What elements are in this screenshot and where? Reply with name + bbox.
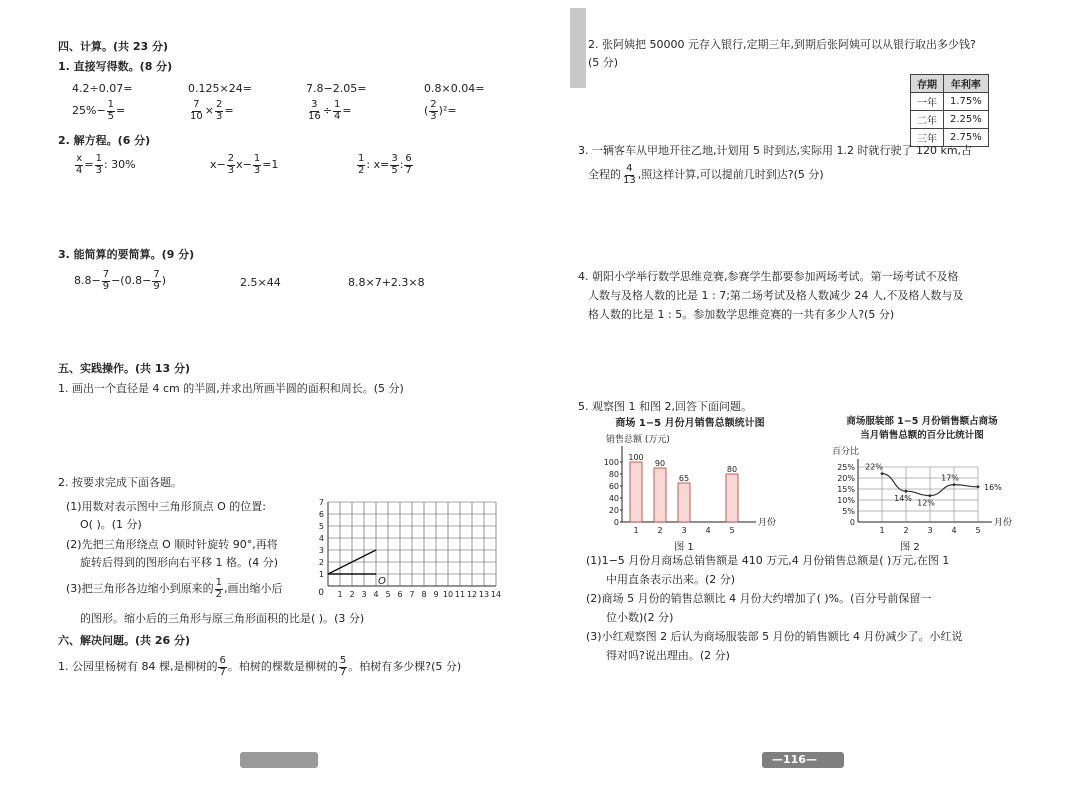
grid-y-tick: 2 xyxy=(318,558,324,567)
grid-x-tick: 1 xyxy=(337,590,343,599)
chart1-y-tick: 20 xyxy=(608,506,619,515)
calc-1: 4.2÷0.07= xyxy=(72,82,133,95)
chart2-x-tick: 4 xyxy=(951,526,957,535)
grid-y-tick: 6 xyxy=(318,510,324,519)
calc-6: $\frac{7}{10}$ × $\frac{2}{3}$ = xyxy=(190,99,234,122)
grid-x-tick: 10 xyxy=(442,590,454,599)
chart2-y-tick: 25% xyxy=(837,463,855,472)
page-number: —116— xyxy=(772,753,817,766)
chart2-caption: 图 2 xyxy=(900,542,920,553)
calc-4: 0.8×0.04= xyxy=(424,82,485,95)
chart1-data-label: 80 xyxy=(726,465,738,474)
grid-origin-label: 0 xyxy=(318,588,324,598)
chart1-x-tick: 2 xyxy=(657,526,663,535)
chart1-data-label: 65 xyxy=(678,474,690,483)
left-footer-smudge xyxy=(240,752,318,768)
chart2-x-tick: 2 xyxy=(903,526,909,535)
chart2-data-label: 22% xyxy=(865,462,883,472)
grid-y-tick: 5 xyxy=(318,522,324,531)
chart2-point xyxy=(881,472,884,475)
calc-8: ( $\frac{2}{3}$ )²= xyxy=(424,99,457,122)
chart2-data-label: 14% xyxy=(894,494,912,504)
grid-x-tick: 3 xyxy=(361,590,367,599)
chart2-y-tick: 10% xyxy=(837,496,855,505)
calc-3: 7.8−2.05= xyxy=(306,82,367,95)
table-header-rate: 年利率 xyxy=(944,75,989,93)
chart1-caption: 图 1 xyxy=(674,542,694,553)
practice-q2-p3b: 的图形。缩小后的三角形与原三角形面积的比是( )。(3 分) xyxy=(80,612,365,625)
problem-5-label: 5. 观察图 1 和图 2,回答下面问题。 xyxy=(578,400,752,413)
solve-q1: 1. 公园里杨树有 84 棵,是柳树的 $\frac{6}{7}$ 。柏树的棵数是柳树的 $\frac{5}{7}$ 。柏树有多少棵?(5 分) xyxy=(58,655,462,678)
grid-x-tick: 2 xyxy=(349,590,355,599)
chart2-x-tick: 3 xyxy=(927,526,933,535)
problem-3-line2: 全程的 $\frac{4}{13}$ ,照这样计算,可以提前几时到达?(5 分) xyxy=(588,163,824,186)
practice-q2-p2a: (2)先把三角形绕点 O 顺时针旋转 90°,再将 xyxy=(66,538,278,551)
chart2-ylabel: 百分比 xyxy=(832,447,860,457)
problem-4-line1: 4. 朝阳小学举行数学思维竞赛,参赛学生都要参加两场考试。第一场考试不及格 xyxy=(578,270,959,283)
equation-3: $\frac{1}{2}$ : x= $\frac{3}{5}$ : $\frac{6}{7}$ xyxy=(358,153,412,176)
q5-sub3b: 得对吗?说出理由。(2 分) xyxy=(606,649,730,662)
grid-x-tick: 7 xyxy=(409,590,415,599)
practice-q2-p3a: (3)把三角形各边缩小到原来的 $\frac{1}{2}$ ,画出缩小后 xyxy=(66,577,283,600)
grid-y-tick: 7 xyxy=(318,498,324,507)
chart2-title-line2: 当月销售总额的百分比统计图 xyxy=(860,430,984,441)
equation-1: $\frac{x}{4}$ = $\frac{1}{3}$ : 30% xyxy=(76,153,136,176)
problem-2-line2: (5 分) xyxy=(588,56,619,69)
chart2-x-tick: 5 xyxy=(975,526,981,535)
chart1-bar xyxy=(654,468,666,522)
q5-sub1: (1)1−5 月份月商场总销售额是 410 万元,4 月份销售总额是( )万元,在图 1 xyxy=(586,554,950,567)
problem-4-line3: 格人数的比是 1 : 5。参加数学思维竞赛的一共有多少人?(5 分) xyxy=(588,308,895,321)
calc-2: 0.125×24= xyxy=(188,82,252,95)
chart1-bar xyxy=(678,483,690,522)
q5-sub3: (3)小红观察图 2 后认为商场服装部 5 月份的销售额比 4 月份减少了。小红说 xyxy=(586,630,963,643)
table-row: 二年 2.25% xyxy=(911,111,989,129)
q5-sub2b: 位小数)(2 分) xyxy=(606,611,674,624)
table-header-term: 存期 xyxy=(911,75,944,93)
simplify-3: 8.8×7+2.3×8 xyxy=(348,276,425,289)
grid-x-tick: 11 xyxy=(454,590,466,599)
chart1-y-tick: 100 xyxy=(603,458,619,467)
q5-sub1b: 中用直条表示出来。(2 分) xyxy=(606,573,736,586)
chart2-data-label: 12% xyxy=(917,498,935,508)
table-row: 三年 2.75% xyxy=(911,129,989,147)
grid-x-tick: 12 xyxy=(466,590,478,599)
chart1-y-tick: 0 xyxy=(613,518,619,527)
chart2-point xyxy=(905,490,908,493)
simplify-2: 2.5×44 xyxy=(240,276,281,289)
chart1-xlabel: 月份 xyxy=(758,518,777,528)
grid-x-tick: 14 xyxy=(490,590,502,599)
chart1-x-tick: 3 xyxy=(681,526,687,535)
chart1-x-tick: 4 xyxy=(705,526,711,535)
grid-x-tick: 9 xyxy=(433,590,439,599)
chart2-y-tick: 20% xyxy=(837,474,855,483)
chart2-point xyxy=(977,485,980,488)
grid-y-tick: 4 xyxy=(318,534,324,543)
practice-q2-p1b: O( )。(1 分) xyxy=(80,518,142,531)
chart2-y-tick: 15% xyxy=(837,485,855,494)
q5-sub2: (2)商场 5 月份的销售总额比 4 月份大约增加了( )%。(百分号前保留一 xyxy=(586,592,932,605)
chart1-bar xyxy=(630,462,642,522)
problem-2-line1: 2. 张阿姨把 50000 元存入银行,定期三年,到期后张阿姨可以从银行取出多少钱? xyxy=(588,38,976,51)
point-o-label: O xyxy=(378,576,386,587)
chart2-xlabel: 月份 xyxy=(994,518,1013,528)
grid-x-tick: 5 xyxy=(385,590,391,599)
problem-3-line1: 3. 一辆客车从甲地开往乙地,计划用 5 时到达,实际用 1.2 时就行驶了 120 km,占 xyxy=(578,144,973,157)
section-6-title: 六、解决问题。(共 26 分) xyxy=(58,634,191,647)
interest-rate-table xyxy=(910,74,989,147)
chart2-point xyxy=(929,494,932,497)
practice-q2-p2b: 旋转后得到的图形向右平移 1 格。(4 分) xyxy=(80,556,279,569)
table-row: 一年 1.75% xyxy=(911,93,989,111)
practice-q2-p1a: (1)用数对表示图中三角形顶点 O 的位置: xyxy=(66,500,266,513)
chart1-y-tick: 80 xyxy=(608,470,619,479)
chart1-bar xyxy=(726,474,738,522)
grid-x-tick: 8 xyxy=(421,590,427,599)
percent-line-chart xyxy=(818,412,1018,554)
chart1-ylabel: 销售总额 (万元) xyxy=(606,435,670,445)
grid-x-tick: 6 xyxy=(397,590,403,599)
chart1-title: 商场 1−5 月份月销售总额统计图 xyxy=(615,418,765,429)
practice-q2-label: 2. 按要求完成下面各题。 xyxy=(58,476,182,489)
q1-label: 1. 直接写得数。(8 分) xyxy=(58,60,173,73)
grid-y-tick: 1 xyxy=(318,570,324,579)
calc-7: $\frac{3}{16}$ ÷ $\frac{1}{4}$ = xyxy=(308,99,352,122)
chart1-data-label: 100 xyxy=(628,453,644,462)
chart1-y-tick: 40 xyxy=(608,494,619,503)
chart2-y-tick: 0 xyxy=(849,518,855,527)
chart2-data-label: 16% xyxy=(984,482,1002,492)
coordinate-grid xyxy=(312,494,508,604)
section-4-title: 四、计算。(共 23 分) xyxy=(58,40,169,53)
chart1-data-label: 90 xyxy=(654,459,666,468)
chart2-x-tick: 1 xyxy=(879,526,885,535)
problem-4-line2: 人数与及格人数的比是 1 : 7;第二场考试及格人数减少 24 人,不及格人数与及 xyxy=(588,289,964,302)
calc-5: 25%− $\frac{1}{5}$ = xyxy=(72,99,126,122)
grid-x-tick: 4 xyxy=(373,590,379,599)
chart2-data-label: 17% xyxy=(941,473,959,483)
scan-gutter xyxy=(570,8,586,88)
equation-2: x− $\frac{2}{3}$ x− $\frac{1}{3}$ =1 xyxy=(210,153,279,176)
chart2-y-tick: 5% xyxy=(842,507,855,516)
chart1-x-tick: 5 xyxy=(729,526,735,535)
sales-bar-chart xyxy=(592,414,788,554)
grid-y-tick: 3 xyxy=(318,546,324,555)
grid-x-tick: 13 xyxy=(478,590,490,599)
q3-label: 3. 能简算的要简算。(9 分) xyxy=(58,248,195,261)
chart2-point xyxy=(953,483,956,486)
chart1-y-tick: 60 xyxy=(608,482,619,491)
chart1-x-tick: 1 xyxy=(633,526,639,535)
practice-q1: 1. 画出一个直径是 4 cm 的半圆,并求出所画半圆的面积和周长。(5 分) xyxy=(58,382,404,395)
section-5-title: 五、实践操作。(共 13 分) xyxy=(58,362,191,375)
simplify-1: 8.8− $\frac{7}{9}$ −(0.8− $\frac{7}{9}$ ) xyxy=(74,269,166,292)
chart2-title-line1: 商场服装部 1−5 月份销售额占商场 xyxy=(846,416,998,427)
q2-label: 2. 解方程。(6 分) xyxy=(58,134,151,147)
